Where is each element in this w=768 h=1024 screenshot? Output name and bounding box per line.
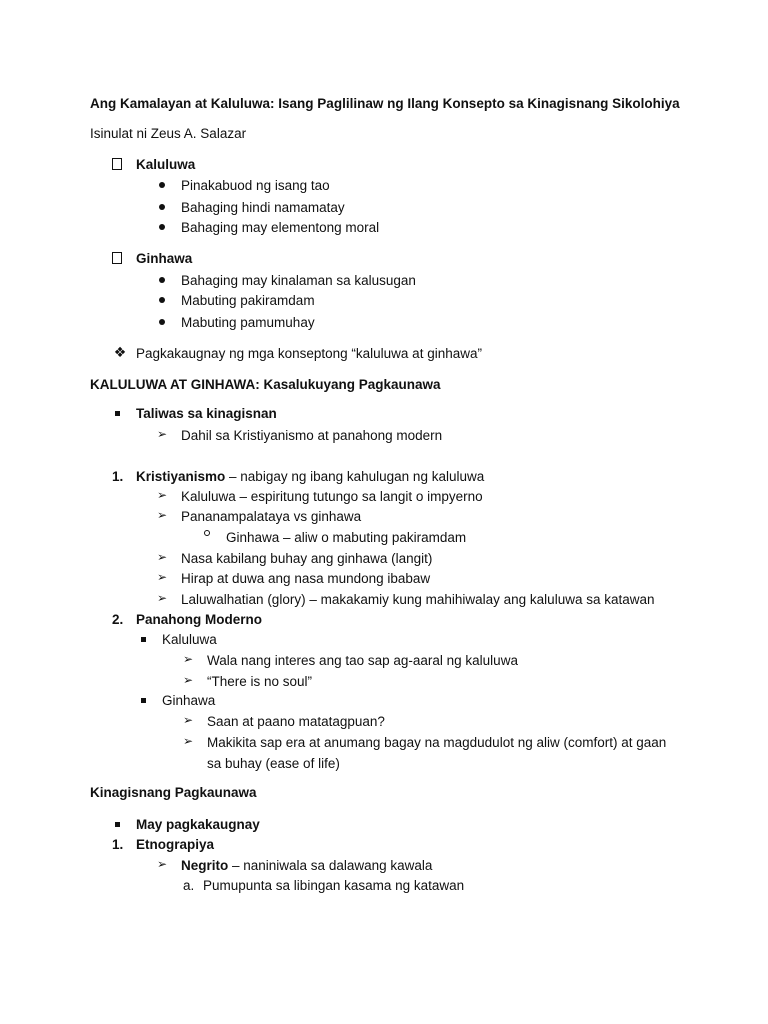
bullet-square-icon (132, 692, 154, 707)
bullet-dot-icon (151, 177, 173, 192)
list-item: Pinakabuod ng isang tao (181, 178, 330, 193)
bullet-dot-icon (151, 314, 173, 329)
kristiyanismo-definition: – nabigay ng ibang kahulugan ng kaluluwa (225, 469, 485, 484)
list-number: 1. (112, 837, 124, 852)
list-item: Hirap at duwa ang nasa mundong ibabaw (181, 571, 431, 586)
list-item: Dahil sa Kristiyanismo at panahong modern (181, 428, 443, 443)
arrow-bullet-icon: ➢ (156, 427, 168, 441)
bullet-dot-icon (151, 292, 173, 307)
list-item: Pumupunta sa libingan kasama ng katawan (203, 878, 465, 893)
negrito-line (181, 857, 432, 875)
list-item: Laluwalhatian (glory) – makakamiy kung mahihiwalay ang kaluluwa sa katawan (181, 592, 655, 607)
arrow-bullet-icon: ➢ (182, 652, 194, 666)
negrito-definition: – naniniwala sa dalawang kawala (228, 858, 433, 873)
document-title: Ang Kamalayan at Kaluluwa: Isang Paglilinaw ng Ilang Konsepto sa Kinagisnang Sikolohiya (90, 96, 680, 111)
circle-bullet-icon (196, 529, 218, 544)
arrow-bullet-icon: ➢ (156, 857, 168, 871)
bullet-square-icon (106, 816, 128, 831)
taliwas-heading: Taliwas sa kinagisnan (136, 406, 277, 421)
ginhawa-heading: Ginhawa (136, 251, 193, 266)
checkbox-bullet-icon (106, 250, 128, 265)
author-line: Isinulat ni Zeus A. Salazar (90, 126, 247, 141)
list-item: Kaluluwa (162, 632, 217, 647)
list-item: “There is no soul” (207, 674, 313, 689)
list-item: Mabuting pakiramdam (181, 293, 315, 308)
list-item: Bahaging may elementong moral (181, 220, 380, 235)
list-item: Bahaging hindi namamatay (181, 200, 345, 215)
list-item: Nasa kabilang buhay ang ginhawa (langit) (181, 551, 433, 566)
panahong-moderno-heading: Panahong Moderno (136, 612, 262, 627)
list-number: 1. (112, 469, 124, 484)
list-item: Wala nang interes ang tao sap ag-aaral ng kaluluwa (207, 653, 518, 668)
list-item-continuation: sa buhay (ease of life) (207, 756, 340, 771)
section-heading: Kinagisnang Pagkaunawa (90, 785, 257, 800)
arrow-bullet-icon: ➢ (156, 508, 168, 522)
list-item: Ginhawa – aliw o mabuting pakiramdam (226, 530, 467, 545)
bullet-dot-icon (151, 272, 173, 287)
arrow-bullet-icon: ➢ (156, 488, 168, 502)
list-item: Bahaging may kinalaman sa kalusugan (181, 273, 416, 288)
list-number: 2. (112, 612, 124, 627)
list-item: Kaluluwa – espiritung tutungo sa langit o impyerno (181, 489, 483, 504)
section-heading: KALULUWA AT GINHAWA: Kasalukuyang Pagkaunawa (90, 377, 441, 392)
diamond-bullet-icon: ❖ (113, 344, 127, 360)
kaluluwa-heading: Kaluluwa (136, 157, 196, 172)
pagkakaugnay-line: Pagkakaugnay ng mga konseptong “kaluluwa at ginhawa” (136, 346, 482, 361)
bullet-dot-icon (151, 199, 173, 214)
bullet-dot-icon (151, 219, 173, 234)
arrow-bullet-icon: ➢ (182, 713, 194, 727)
arrow-bullet-icon: ➢ (182, 673, 194, 687)
list-item: Pananampalataya vs ginhawa (181, 509, 362, 524)
bullet-square-icon (106, 405, 128, 420)
etnograpiya-heading: Etnograpiya (136, 837, 215, 852)
checkbox-bullet-icon (106, 156, 128, 171)
kristiyanismo-line (136, 468, 484, 486)
arrow-bullet-icon: ➢ (182, 734, 194, 748)
list-item: Makikita sap era at anumang bagay na magdudulot ng aliw (comfort) at gaan (207, 735, 667, 750)
arrow-bullet-icon: ➢ (156, 550, 168, 564)
negrito-term: Negrito (181, 858, 229, 873)
list-item: Mabuting pamumuhay (181, 315, 315, 330)
list-item: Saan at paano matatagpuan? (207, 714, 385, 729)
bullet-square-icon (132, 631, 154, 646)
arrow-bullet-icon: ➢ (156, 591, 168, 605)
arrow-bullet-icon: ➢ (156, 570, 168, 584)
list-letter: a. (183, 878, 195, 893)
kristiyanismo-term: Kristiyanismo (136, 469, 226, 484)
may-pagkakaugnay-heading: May pagkakaugnay (136, 817, 260, 832)
list-item: Ginhawa (162, 693, 216, 708)
